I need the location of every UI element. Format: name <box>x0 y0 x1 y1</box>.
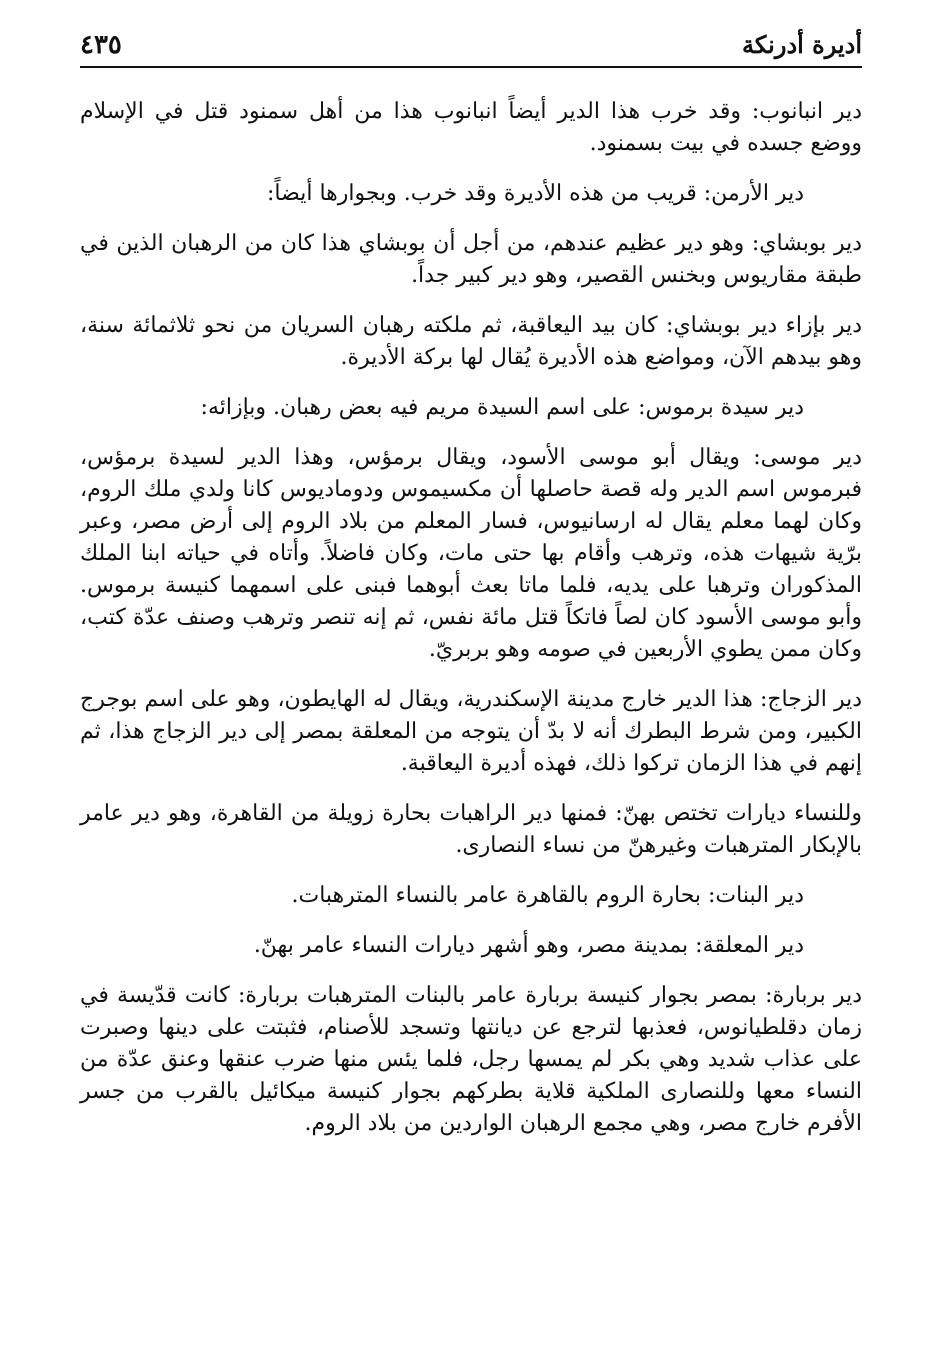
paragraph-deir-musa: دير موسى: ويقال أبو موسى الأسود، ويقال برمؤس، وهذا الدير لسيدة برمؤس، فبرموس اسم الدير وله قصة حاصلها أن مكسيموس ودوماديوس كانا ولدي ملك الروم، وكان لهما معلم يقال له ارسانيوس، فسار المعلم من بلاد الروم إلى أرض مصر، وعبر برّية شيهات هذه، وترهب وأقام بها حتى مات، وكان فاضلاً. وأتاه في حياته ابنا الملك المذكوران وترهبا على يديه، فلما ماتا بعث أبوهما فبنى على اسمهما كنيسة برموس. وأبو موسى الأسود كان لصاً فاتكاً قتل مائة نفس، ثم إنه تنصر وترهب وصنف عدّة كتب، وكان ممن يطوي الأربعين في صومه وهو بربريّ. <box>80 445 862 662</box>
paragraph-deir-zujaj: دير الزجاج: هذا الدير خارج مدينة الإسكندرية، ويقال له الهايطون، وهو على اسم بوجرج الكبير، ومن شرط البطرك أنه لا بدّ أن يتوجه من المعلقة بمصر إلى دير الزجاج هذا، ثم إنهم في هذا الزمان تركوا ذلك، فهذه أديرة اليعاقبة. <box>80 687 862 776</box>
paragraph-deir-sayidat-baramus: دير سيدة برموس: على اسم السيدة مريم فيه بعض رهبان. وبإزائه: <box>200 395 804 420</box>
paragraph-deir-barbara: دير بربارة: بمصر بجوار كنيسة بربارة عامر بالبنات المترهبات بربارة: كانت قدّيسة في زمان دقلطيانوس، فعذبها لترجع عن ديانتها وتسجد للأصنام، فثبتت على دينها وصبرت على عذاب شديد وهي بكر لم يمسها رجل، فلما يئس منها ضرب عنقها وعنق عدّة من النساء معها وللنصارى الملكية قلاية بطركهم بجوار كنيسة ميكائيل بالقرب من جسر الأفرم خارج مصر، وهي مجمع الرهبان الواردين من بلاد الروم. <box>80 983 862 1136</box>
page-header <box>80 30 862 68</box>
paragraph-deir-anbanub: دير انبانوب: وقد خرب هذا الدير أيضاً انبانوب هذا من أهل سمنود قتل في الإسلام ووضع جسده في بيت بسمنود. <box>80 99 862 156</box>
paragraph-deir-armen: دير الأرمن: قريب من هذه الأديرة وقد خرب. وبجوارها أيضاً: <box>267 181 804 206</box>
running-title: أديرة أدرنكة <box>742 30 862 59</box>
paragraph-deir-near-bubishai: دير بإزاء دير بوبشاي: كان بيد اليعاقبة، ثم ملكته رهبان السريان من نحو ثلاثمائة سنة، وهو بيدهم الآن، ومواضع هذه الأديرة يُقال لها بركة الأديرة. <box>80 313 862 370</box>
paragraph-deir-bubishai: دير بوبشاي: وهو دير عظيم عندهم، من أجل أن بوبشاي هذا كان من الرهبان الذين في طبقة مقاريوس وبخنس القصير، وهو دير كبير جداً. <box>80 231 862 288</box>
paragraph-deir-muallaqa: دير المعلقة: بمدينة مصر، وهو أشهر ديارات النساء عامر بهنّ. <box>253 933 804 958</box>
paragraph-deir-banat: دير البنات: بحارة الروم بالقاهرة عامر بالنساء المترهبات. <box>291 883 804 908</box>
page-body <box>80 96 862 1158</box>
paragraph-women-monasteries: وللنساء ديارات تختص بهنّ: فمنها دير الراهبات بحارة زويلة من القاهرة، وهو دير عامر بالإبكار المترهبات وغيرهنّ من نساء النصارى. <box>80 801 862 858</box>
page-number: ٤٣٥ <box>80 30 122 60</box>
